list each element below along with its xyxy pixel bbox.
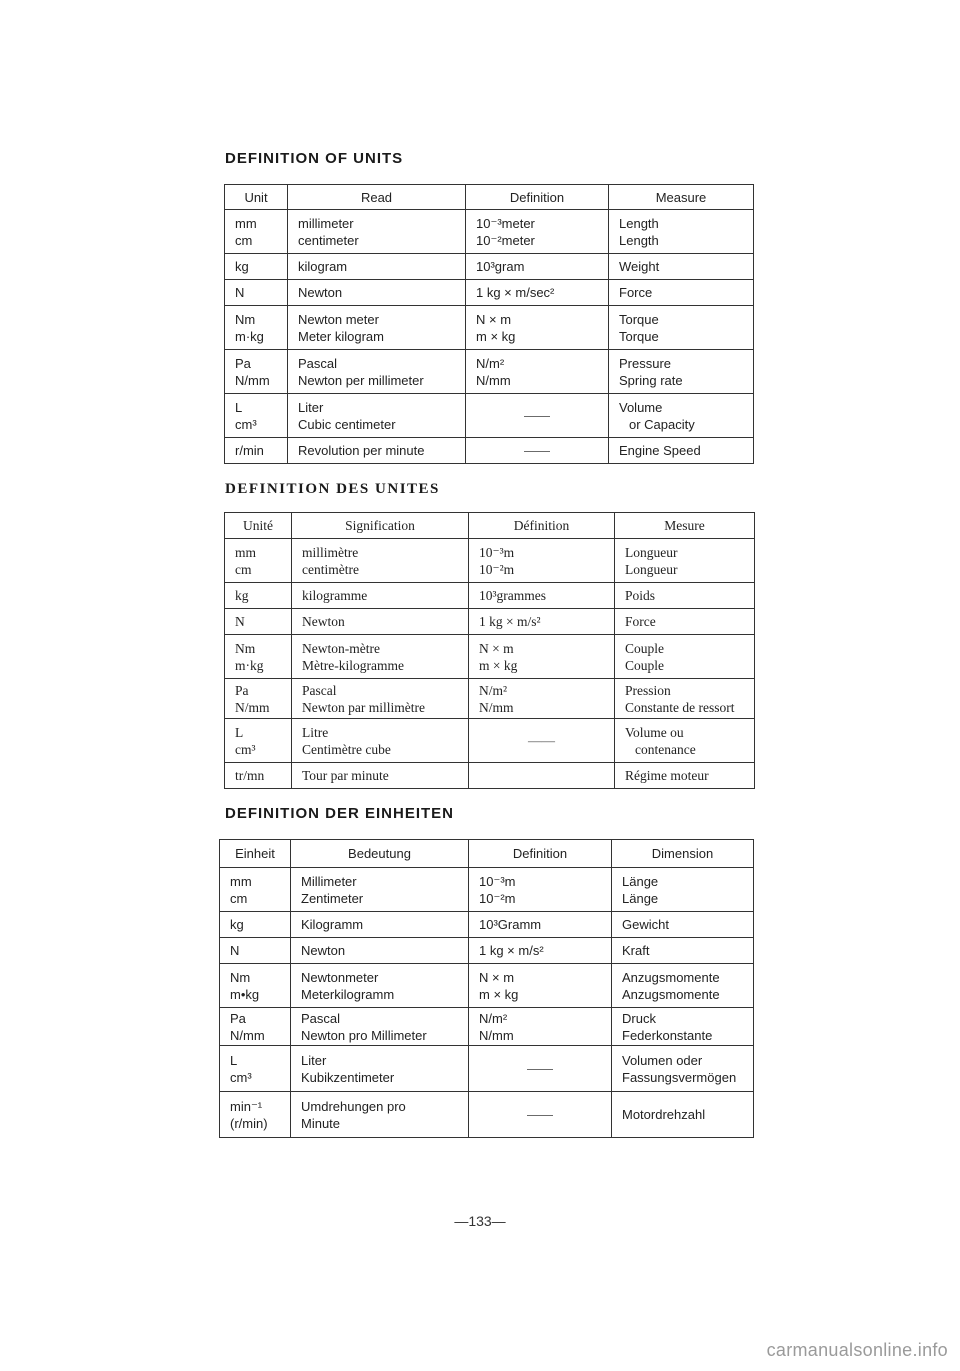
cell-measure [612, 964, 754, 1008]
cell-text: L [235, 399, 243, 415]
cell-unit [225, 306, 288, 350]
cell-text: Newtonmeter [301, 969, 379, 985]
cell-measure [612, 868, 754, 912]
table-row [225, 679, 755, 719]
cell-measure [615, 679, 755, 719]
cell-text: Cubic centimeter [298, 416, 396, 432]
cell-read [288, 350, 466, 394]
cell-measure [615, 583, 755, 609]
table-row [220, 1092, 754, 1138]
cell-text: N/mm [479, 699, 514, 715]
cell-unit [225, 609, 292, 635]
cell-text: min⁻¹ [230, 1098, 263, 1114]
watermark: carmanualsonline.info [766, 1340, 948, 1360]
cell-measure [612, 1008, 754, 1046]
cell-text: (r/min) [230, 1115, 268, 1131]
column-header-unit: Unit [225, 185, 288, 210]
cell-text: —— [528, 733, 555, 748]
cell-read [292, 719, 469, 763]
cell-text: Gewicht [622, 917, 669, 932]
table-row [220, 1008, 754, 1046]
cell-measure [609, 350, 754, 394]
cell-text: mm [235, 544, 257, 560]
cell-read [288, 438, 466, 464]
cell-text: Pression [625, 682, 671, 698]
cell-text: Force [619, 285, 653, 300]
cell-text: Pa [230, 1010, 246, 1026]
cell-text: Länge [622, 890, 659, 906]
cell-text: L [235, 724, 244, 740]
cell-text: Kraft [622, 943, 650, 958]
cell-text: Fassungsvermögen [622, 1069, 737, 1085]
cell-text: cm³ [235, 416, 257, 432]
units-table-en [224, 184, 754, 464]
cell-read [292, 539, 469, 583]
cell-text: Meterkilogramm [301, 986, 395, 1002]
cell-unit [225, 280, 288, 306]
cell-text: Volumen oder [622, 1052, 703, 1068]
cell-read [292, 679, 469, 719]
cell-measure [609, 210, 754, 254]
cell-read [291, 964, 469, 1008]
cell-read [291, 1092, 469, 1138]
cell-text: Force [625, 614, 656, 629]
cell-text: Length [619, 215, 659, 231]
cell-unit [225, 635, 292, 679]
cell-text: —— [527, 1061, 553, 1076]
cell-definition [466, 306, 609, 350]
cell-text: N × m [479, 640, 514, 656]
cell-text: kg [235, 588, 249, 603]
cell-text: —— [524, 443, 550, 458]
cell-text: Poids [625, 588, 656, 603]
cell-read [288, 306, 466, 350]
cell-read [292, 609, 469, 635]
cell-text: Engine Speed [619, 443, 701, 458]
table-row [225, 306, 754, 350]
cell-text: Anzugsmomente [622, 969, 720, 985]
cell-text: m·kg [235, 657, 264, 673]
cell-text: centimètre [302, 561, 359, 577]
cell-definition [466, 254, 609, 280]
cell-text: Pascal [301, 1010, 341, 1026]
cell-text: Nm [235, 311, 256, 327]
cell-text: N/mm [235, 699, 270, 715]
table-row [225, 438, 754, 464]
cell-text: m·kg [235, 328, 264, 344]
cell-text: mm [235, 215, 257, 231]
cell-text: Litre [302, 724, 329, 740]
cell-text: Meter kilogram [298, 328, 384, 344]
cell-text: 1 kg × m/s² [479, 614, 541, 629]
cell-text: N [235, 285, 245, 300]
cell-read [292, 583, 469, 609]
cell-read [291, 868, 469, 912]
cell-text: Pressure [619, 355, 672, 371]
cell-read [291, 1008, 469, 1046]
cell-text: Umdrehungen pro [301, 1098, 406, 1114]
cell-unit [225, 394, 288, 438]
cell-text: —— [527, 1107, 553, 1122]
cell-definition [466, 394, 609, 438]
cell-read [291, 1046, 469, 1092]
cell-text: N/m² [479, 1010, 508, 1026]
column-header-measure: Measure [609, 185, 754, 210]
cell-read [288, 280, 466, 306]
cell-text: Pa [235, 682, 249, 698]
cell-text: cm³ [230, 1069, 252, 1085]
cell-text: Pa [235, 355, 251, 371]
cell-unit [220, 1046, 291, 1092]
cell-text: Kubikzentimeter [301, 1069, 395, 1085]
cell-definition [469, 1008, 612, 1046]
table-row [225, 635, 755, 679]
cell-text: 10⁻²m [479, 561, 515, 577]
cell-measure [615, 539, 755, 583]
cell-read [291, 938, 469, 964]
column-header-definition: Definition [466, 185, 609, 210]
cell-measure [609, 306, 754, 350]
cell-text: Liter [301, 1052, 327, 1068]
cell-text: Torque [619, 311, 659, 327]
cell-text: Federkonstante [622, 1027, 713, 1043]
cell-read [288, 254, 466, 280]
cell-text: kg [230, 917, 244, 932]
cell-text: Kilogramm [301, 917, 364, 932]
cell-definition [469, 679, 615, 719]
cell-definition [469, 609, 615, 635]
cell-text: Centimètre cube [302, 741, 391, 757]
column-header-unit: Unité [225, 513, 292, 539]
cell-text: N [230, 943, 240, 958]
cell-unit [225, 719, 292, 763]
cell-read [292, 763, 469, 789]
cell-unit [220, 964, 291, 1008]
cell-text: 1 kg × m/s² [479, 943, 544, 958]
cell-unit [220, 868, 291, 912]
cell-text: 10⁻³m [479, 544, 515, 560]
cell-read [288, 210, 466, 254]
cell-measure [612, 912, 754, 938]
cell-text: cm [230, 890, 248, 906]
table-row [225, 583, 755, 609]
cell-definition [469, 1046, 612, 1092]
cell-unit [220, 1092, 291, 1138]
cell-read [288, 394, 466, 438]
cell-unit [225, 350, 288, 394]
column-header-measure: Mesure [615, 513, 755, 539]
cell-text: Motordrehzahl [622, 1107, 706, 1122]
table-row [220, 964, 754, 1008]
column-header-read: Signification [292, 513, 469, 539]
cell-text: Longueur [625, 561, 678, 577]
cell-text: N/mm [479, 1027, 514, 1043]
cell-text: r/min [235, 443, 264, 458]
cell-measure [615, 635, 755, 679]
cell-text: 10⁻³m [479, 873, 516, 889]
column-header-definition: Définition [469, 513, 615, 539]
cell-text: m × kg [479, 657, 518, 673]
cell-unit [220, 912, 291, 938]
cell-text: 1 kg × m/sec² [476, 285, 555, 300]
cell-definition [469, 868, 612, 912]
column-header-read: Bedeutung [291, 840, 469, 868]
cell-text: Volume ou [625, 724, 684, 740]
cell-text: Pascal [298, 355, 338, 371]
cell-definition [469, 719, 615, 763]
cell-text: Newton per millimeter [298, 372, 424, 388]
cell-unit [220, 938, 291, 964]
cell-text: Longueur [625, 544, 678, 560]
table-row [225, 350, 754, 394]
table-row [225, 719, 755, 763]
cell-unit [225, 679, 292, 719]
cell-definition [466, 210, 609, 254]
cell-text: millimeter [298, 215, 354, 231]
cell-definition [469, 763, 615, 789]
table-row [225, 254, 754, 280]
cell-text: Newton [298, 285, 343, 300]
cell-unit [225, 539, 292, 583]
cell-text: Torque [619, 328, 659, 344]
cell-text: m × kg [479, 986, 519, 1002]
heading-de: DEFINITION DER EINHEITEN [225, 805, 455, 822]
cell-text: N/mm [476, 372, 511, 388]
cell-text: kilogram [298, 259, 348, 274]
units-table-de [219, 839, 754, 1138]
cell-text: Liter [298, 399, 324, 415]
cell-measure [615, 609, 755, 635]
cell-text: Revolution per minute [298, 443, 425, 458]
column-header-read: Read [288, 185, 466, 210]
cell-measure [615, 719, 755, 763]
cell-text: N/m² [476, 355, 505, 371]
cell-measure [612, 1092, 754, 1138]
cell-text: m•kg [230, 986, 260, 1002]
cell-text: m × kg [476, 328, 516, 344]
cell-text: Spring rate [619, 372, 683, 388]
cell-text: Nm [235, 640, 256, 656]
cell-text: Druck [622, 1010, 656, 1026]
cell-text: 10⁻³meter [476, 215, 535, 231]
table-row [220, 938, 754, 964]
cell-text: N × m [479, 969, 515, 985]
cell-text: Newton pro Millimeter [301, 1027, 427, 1043]
cell-text: N/mm [230, 1027, 265, 1043]
cell-definition [469, 938, 612, 964]
cell-text: Régime moteur [625, 768, 709, 783]
cell-text: Newton par millimètre [302, 699, 425, 715]
cell-text: Length [619, 232, 659, 248]
cell-definition [466, 350, 609, 394]
cell-text: Millimeter [301, 873, 357, 889]
cell-text: Anzugsmomente [622, 986, 720, 1002]
cell-text: L [230, 1052, 238, 1068]
cell-text: contenance [635, 741, 696, 757]
table-row [220, 1046, 754, 1092]
table-row [225, 609, 755, 635]
table-row [220, 868, 754, 912]
cell-text: 10³grammes [479, 588, 547, 603]
table-row [225, 210, 754, 254]
cell-text: kilogramme [302, 588, 368, 603]
cell-text: N/m² [479, 682, 508, 698]
cell-text: Newton [301, 943, 346, 958]
cell-text: N/mm [235, 372, 270, 388]
table-row [225, 763, 755, 789]
cell-text: Constante de ressort [625, 699, 735, 715]
cell-measure [609, 280, 754, 306]
cell-unit [225, 210, 288, 254]
cell-measure [609, 438, 754, 464]
cell-text: Pascal [302, 682, 337, 698]
cell-text: 10³Gramm [479, 917, 542, 932]
cell-text: or Capacity [629, 416, 695, 432]
cell-text: Minute [301, 1115, 341, 1131]
cell-text: —— [524, 408, 550, 423]
column-header-unit: Einheit [220, 840, 291, 868]
cell-measure [609, 254, 754, 280]
cell-text: Länge [622, 873, 659, 889]
cell-definition [469, 583, 615, 609]
cell-text: cm [235, 561, 252, 577]
cell-text: cm [235, 232, 253, 248]
cell-unit [220, 1008, 291, 1046]
column-header-measure: Dimension [612, 840, 754, 868]
cell-unit [225, 438, 288, 464]
cell-read [292, 635, 469, 679]
units-table-fr [224, 512, 755, 789]
cell-text: N × m [476, 311, 512, 327]
cell-text: 10⁻²meter [476, 232, 535, 248]
cell-text: Newton-mètre [302, 640, 380, 656]
cell-text: tr/mn [235, 768, 265, 783]
column-header-definition: Definition [469, 840, 612, 868]
cell-text: cm³ [235, 741, 256, 757]
table-row [220, 912, 754, 938]
heading-en: DEFINITION OF UNITS [225, 150, 404, 167]
cell-unit [225, 763, 292, 789]
cell-definition [469, 539, 615, 583]
cell-text: 10⁻²m [479, 890, 516, 906]
cell-text: Newton [302, 614, 345, 629]
cell-text: Couple [625, 640, 664, 656]
cell-text: centimeter [298, 232, 359, 248]
cell-text: Nm [230, 969, 251, 985]
cell-text: Volume [619, 399, 663, 415]
cell-text: 10³gram [476, 259, 525, 274]
cell-measure [615, 763, 755, 789]
cell-text: Newton meter [298, 311, 379, 327]
cell-definition [469, 1092, 612, 1138]
cell-definition [469, 635, 615, 679]
cell-measure [612, 1046, 754, 1092]
cell-text: Zentimeter [301, 890, 364, 906]
cell-measure [612, 938, 754, 964]
cell-definition [469, 964, 612, 1008]
table-row [225, 394, 754, 438]
cell-text: millimètre [302, 544, 359, 560]
page-number: —133— [454, 1213, 506, 1229]
cell-text: mm [230, 873, 252, 889]
cell-definition [469, 912, 612, 938]
table-row [225, 280, 754, 306]
cell-text: N [235, 614, 245, 629]
heading-fr: DEFINITION DES UNITES [225, 481, 440, 497]
cell-text: Couple [625, 657, 664, 673]
cell-definition [466, 438, 609, 464]
cell-unit [225, 254, 288, 280]
cell-text: Tour par minute [302, 768, 389, 783]
cell-definition [466, 280, 609, 306]
cell-unit [225, 583, 292, 609]
cell-text: kg [235, 259, 249, 274]
cell-measure [609, 394, 754, 438]
cell-read [291, 912, 469, 938]
table-row [225, 539, 755, 583]
cell-text: Mètre-kilogramme [302, 657, 404, 673]
cell-text: Weight [619, 259, 660, 274]
